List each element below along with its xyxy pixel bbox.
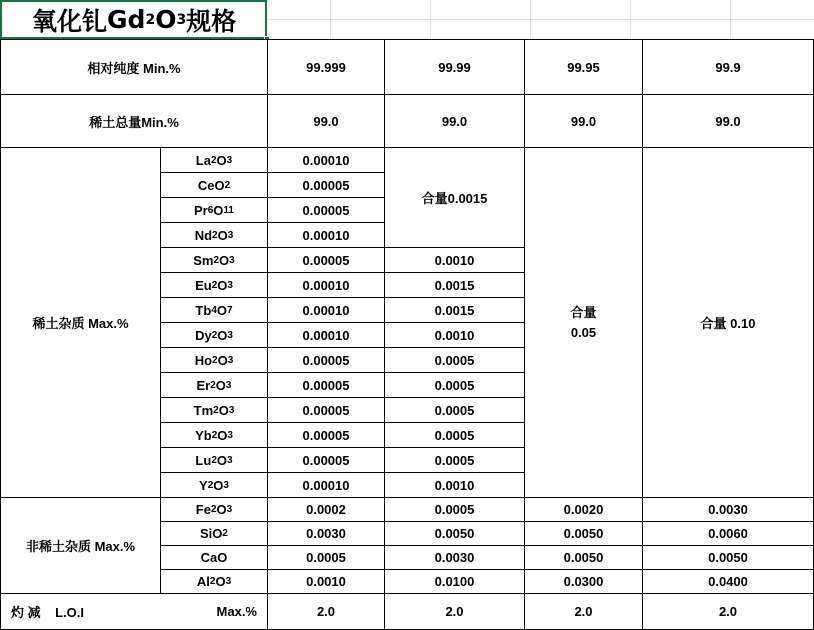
impurity-value: 0.0050 — [434, 526, 475, 541]
purity-value: 99.999 — [306, 59, 346, 75]
merged-total-cell[interactable] — [642, 147, 814, 498]
formula-subscript: 2 — [213, 254, 220, 266]
formula-subscript: 3 — [226, 504, 233, 515]
impurity-value-cell[interactable] — [267, 297, 385, 323]
formula-subscript: 2 — [222, 528, 228, 539]
impurity-formula-cell[interactable] — [160, 521, 268, 546]
impurity-formula-cell[interactable] — [160, 272, 268, 298]
impurity-value-cell[interactable] — [267, 347, 385, 373]
formula-subscript: 3 — [226, 154, 233, 166]
impurity-formula-cell[interactable] — [160, 172, 268, 198]
formula-subscript: 2 — [211, 429, 218, 441]
impurity-value-cell[interactable] — [642, 497, 814, 522]
impurity-value-cell[interactable] — [267, 497, 385, 522]
impurity-value-cell[interactable] — [384, 272, 525, 298]
impurity-value-cell[interactable] — [267, 322, 385, 348]
impurity-value-cell[interactable] — [267, 569, 385, 594]
impurity-value: 0.00005 — [302, 402, 350, 418]
purity-value-cell[interactable] — [642, 39, 814, 95]
impurity-value: 0.0010 — [306, 574, 346, 589]
impurity-value: 0.00010 — [302, 302, 350, 318]
formula-oxygen: O — [215, 377, 226, 393]
formula-element: Ce — [197, 177, 215, 193]
loi-value-cell[interactable] — [384, 593, 525, 630]
formula-oxygen: O — [214, 177, 225, 193]
impurity-value-cell[interactable] — [267, 272, 385, 298]
loi-label-group — [11, 602, 84, 621]
formula-subscript: 3 — [225, 379, 232, 391]
formula-oxygen: O — [218, 402, 229, 418]
impurity-formula-cell[interactable] — [160, 472, 268, 498]
impurity-value: 0.0010 — [434, 327, 475, 343]
non-re-impurities-label-cell[interactable] — [0, 497, 161, 594]
treo-value-cell[interactable] — [642, 94, 814, 148]
formula-element: Dy — [195, 327, 212, 343]
impurity-value: 0.0005 — [434, 502, 475, 517]
impurity-formula-cell[interactable] — [160, 569, 268, 594]
impurity-value: 0.00005 — [302, 202, 350, 218]
title-text: 氧化钆 — [32, 6, 108, 36]
formula-subscript: 2 — [211, 279, 218, 291]
purity-label: 相对纯度 Min.% — [87, 60, 181, 76]
formula-element: Tb — [195, 302, 212, 318]
formula-oxygen: O — [213, 202, 224, 218]
impurity-value-cell[interactable] — [384, 545, 525, 570]
impurity-value: 0.0015 — [434, 277, 475, 293]
impurity-value: 0.0300 — [563, 574, 604, 589]
impurity-value-cell[interactable] — [384, 372, 525, 398]
purity-value: 99.99 — [438, 59, 471, 75]
formula-subscript: 3 — [227, 354, 234, 366]
impurity-formula-cell[interactable] — [160, 222, 268, 248]
impurity-value-cell[interactable] — [384, 397, 525, 423]
formula-subscript: 2 — [212, 229, 218, 241]
impurity-value: 0.00005 — [302, 352, 350, 368]
formula-element: Al — [196, 574, 210, 589]
impurity-value: 0.00005 — [302, 252, 350, 268]
impurity-value: 0.0100 — [434, 574, 475, 589]
impurity-formula-cell[interactable] — [160, 297, 268, 323]
impurity-value: 0.0005 — [434, 377, 475, 393]
formula-subscript: 2 — [224, 179, 231, 191]
formula-subscript: 3 — [227, 329, 233, 341]
impurity-formula-cell[interactable] — [160, 497, 268, 522]
formula-element: Eu — [195, 277, 212, 293]
formula-oxygen: O — [217, 352, 228, 368]
formula-oxygen: O — [216, 302, 227, 318]
formula-oxygen: O — [219, 252, 230, 268]
impurity-value: 0.0010 — [434, 477, 475, 493]
formula-oxygen: O — [217, 227, 228, 243]
title-formula: Gd — [107, 5, 146, 34]
formula-subscript: 3 — [223, 479, 229, 491]
non-re-impurities-label: 非稀土杂质 Max.% — [25, 539, 136, 554]
formula-element: Er — [196, 377, 211, 393]
formula-oxygen: O — [216, 152, 227, 168]
impurity-value: 0.0050 — [563, 550, 604, 565]
loi-value: 2.0 — [574, 604, 593, 619]
treo-value: 99.0 — [313, 113, 339, 129]
formula-oxygen: O — [212, 526, 223, 541]
formula-subscript: 3 — [227, 454, 233, 466]
impurity-value: 0.00010 — [302, 477, 350, 493]
impurity-formula-cell[interactable] — [160, 545, 268, 570]
impurity-value: 0.0030 — [434, 550, 475, 565]
loi-value: 2.0 — [316, 604, 336, 619]
impurity-value: 0.0010 — [434, 252, 475, 268]
re-impurities-label-cell[interactable] — [0, 147, 161, 498]
formula-element: Lu — [195, 452, 212, 468]
impurity-value-cell[interactable] — [267, 222, 385, 248]
merged-total-cell[interactable] — [384, 147, 525, 248]
impurity-value: 0.0030 — [306, 526, 346, 541]
impurity-value: 0.00005 — [302, 452, 350, 468]
impurity-value-cell[interactable] — [642, 545, 814, 570]
formula-subscript: 2 — [211, 329, 218, 341]
merged-total: 合量 0.10 — [700, 316, 756, 331]
formula-subscript: 2 — [209, 576, 216, 587]
loi-label-en: L.O.I — [55, 605, 84, 620]
formula-subscript: 2 — [211, 454, 217, 466]
loi-value-cell[interactable] — [642, 593, 814, 630]
impurity-value: 0.0400 — [708, 574, 748, 589]
impurity-value: 0.0005 — [434, 452, 475, 468]
formula-oxygen: O — [217, 277, 228, 293]
impurity-value-cell[interactable] — [384, 347, 525, 373]
treo-label-cell[interactable] — [0, 94, 268, 148]
impurity-value-cell[interactable] — [267, 545, 385, 570]
impurity-formula-cell[interactable] — [160, 247, 268, 273]
title-subscript: 3 — [176, 11, 187, 28]
formula-subscript: 2 — [213, 404, 219, 416]
impurity-formula-cell[interactable] — [160, 147, 268, 173]
gridline — [330, 0, 331, 40]
impurity-value-cell[interactable] — [384, 569, 525, 594]
gridline — [530, 0, 531, 40]
formula-subscript: 11 — [223, 204, 234, 216]
merged-total: 合量 — [570, 304, 597, 320]
formula-element: Ho — [194, 352, 213, 368]
purity-value-cell[interactable] — [384, 39, 525, 95]
formula-element: Y — [199, 477, 208, 493]
formula-element: Nd — [194, 227, 213, 243]
purity-label-cell[interactable] — [0, 39, 268, 95]
formula-subscript: 3 — [229, 254, 235, 266]
impurity-value: 0.00010 — [302, 277, 350, 293]
impurity-value: 0.0005 — [434, 352, 475, 368]
impurity-value-cell[interactable] — [384, 422, 525, 448]
formula-subscript: 3 — [227, 279, 233, 291]
impurity-value: 0.0020 — [563, 502, 604, 517]
impurity-value-cell[interactable] — [267, 472, 385, 498]
impurity-value: 0.00005 — [302, 427, 350, 443]
formula-subscript: 3 — [227, 429, 233, 441]
impurity-value-cell[interactable] — [267, 372, 385, 398]
formula-element: Yb — [195, 427, 212, 443]
treo-value: 99.0 — [715, 113, 741, 129]
spacer — [41, 605, 55, 620]
impurity-value-cell[interactable] — [524, 497, 643, 522]
impurity-value-cell[interactable] — [267, 197, 385, 223]
re-impurities-label: 稀土杂质 Max.% — [32, 316, 129, 331]
impurity-value-cell[interactable] — [524, 521, 643, 546]
impurity-value-cell[interactable] — [384, 447, 525, 473]
merged-total-cell[interactable] — [524, 147, 643, 498]
loi-value: 2.0 — [718, 604, 738, 619]
gridline — [730, 0, 731, 40]
formula-subscript: 3 — [228, 404, 235, 416]
impurity-value-cell[interactable] — [642, 521, 814, 546]
title-text: 规格 — [186, 6, 237, 36]
loi-label-cell[interactable] — [0, 593, 268, 630]
formula-subscript: 7 — [227, 304, 233, 316]
formula-element: La — [195, 152, 211, 168]
treo-value: 99.0 — [441, 113, 468, 129]
impurity-value: 0.0050 — [708, 550, 748, 565]
formula-element: CaO — [200, 550, 228, 565]
formula-subscript: 2 — [210, 504, 217, 515]
formula-subscript: 3 — [225, 576, 232, 587]
impurity-value-cell[interactable] — [267, 422, 385, 448]
treo-value: 99.0 — [570, 113, 597, 129]
treo-label: 稀土总量Min.% — [89, 114, 179, 130]
formula-oxygen: O — [216, 502, 227, 517]
impurity-value: 0.00010 — [302, 327, 350, 343]
impurity-value-cell[interactable] — [384, 472, 525, 498]
loi-label-max: Max.% — [216, 604, 257, 619]
impurity-formula-cell[interactable] — [160, 422, 268, 448]
loi-value: 2.0 — [445, 604, 464, 619]
impurity-value-cell[interactable] — [524, 569, 643, 594]
impurity-value: 0.00010 — [302, 227, 350, 243]
formula-element: Fe — [195, 502, 211, 517]
impurity-value: 0.00010 — [302, 152, 350, 168]
impurity-value-cell[interactable] — [267, 172, 385, 198]
purity-value-cell[interactable] — [267, 39, 385, 95]
impurity-value-cell[interactable] — [384, 247, 525, 273]
formula-oxygen: O — [213, 477, 224, 493]
loi-label-cn: 灼 减 — [11, 605, 41, 620]
formula-oxygen: O — [217, 327, 228, 343]
merged-total: 合量0.0015 — [421, 191, 488, 206]
formula-subscript: 2 — [210, 379, 216, 391]
impurity-value: 0.0030 — [708, 502, 748, 517]
impurity-value-cell[interactable] — [267, 521, 385, 546]
impurity-value-cell[interactable] — [267, 147, 385, 173]
formula-element: Pr — [194, 202, 208, 218]
purity-value: 99.95 — [567, 59, 600, 75]
impurity-value: 0.0015 — [434, 302, 475, 318]
impurity-value: 0.0005 — [306, 550, 346, 565]
sheet-title-cell[interactable] — [0, 0, 267, 39]
impurity-value-cell[interactable] — [384, 297, 525, 323]
impurity-value: 0.00005 — [302, 177, 350, 193]
formula-element: Tm — [193, 402, 214, 418]
formula-element: Si — [200, 526, 213, 541]
formula-subscript: 4 — [211, 304, 217, 316]
impurity-value-cell[interactable] — [384, 322, 525, 348]
merged-total: 0.05 — [570, 324, 597, 340]
formula-subscript: 3 — [227, 229, 234, 241]
impurity-formula-cell[interactable] — [160, 447, 268, 473]
treo-value-cell[interactable] — [267, 94, 385, 148]
impurity-value-cell[interactable] — [384, 521, 525, 546]
formula-oxygen: O — [216, 452, 227, 468]
gridline — [430, 0, 431, 40]
purity-value-cell[interactable] — [524, 39, 643, 95]
gridline — [630, 0, 631, 40]
purity-value: 99.9 — [715, 59, 741, 75]
formula-element: Sm — [193, 252, 214, 268]
impurity-formula-cell[interactable] — [160, 347, 268, 373]
formula-oxygen: O — [215, 574, 226, 589]
formula-subscript: 2 — [207, 479, 214, 491]
formula-subscript: 6 — [207, 204, 214, 216]
impurity-value: 0.0060 — [708, 526, 748, 541]
loi-value-cell[interactable] — [524, 593, 643, 630]
formula-subscript: 2 — [212, 354, 218, 366]
impurity-value: 0.0005 — [434, 402, 475, 418]
impurity-value-cell[interactable] — [267, 397, 385, 423]
impurity-formula-cell[interactable] — [160, 372, 268, 398]
impurity-formula-cell[interactable] — [160, 322, 268, 348]
impurity-value-cell[interactable] — [524, 545, 643, 570]
treo-value-cell[interactable] — [524, 94, 643, 148]
loi-value-cell[interactable] — [267, 593, 385, 630]
formula-subscript: 2 — [210, 154, 217, 166]
impurity-formula-cell[interactable] — [160, 397, 268, 423]
impurity-value: 0.0002 — [306, 502, 346, 517]
impurity-value-cell[interactable] — [642, 569, 814, 594]
treo-value-cell[interactable] — [384, 94, 525, 148]
title-subscript: 2 — [145, 11, 156, 28]
impurity-formula-cell[interactable] — [160, 197, 268, 223]
impurity-value-cell[interactable] — [267, 247, 385, 273]
title-formula: O — [155, 5, 177, 34]
impurity-value: 0.0050 — [563, 526, 604, 541]
impurity-value-cell[interactable] — [384, 497, 525, 522]
impurity-value-cell[interactable] — [267, 447, 385, 473]
impurity-value: 0.0005 — [434, 427, 475, 443]
formula-oxygen: O — [217, 427, 228, 443]
impurity-value: 0.00005 — [302, 377, 350, 393]
